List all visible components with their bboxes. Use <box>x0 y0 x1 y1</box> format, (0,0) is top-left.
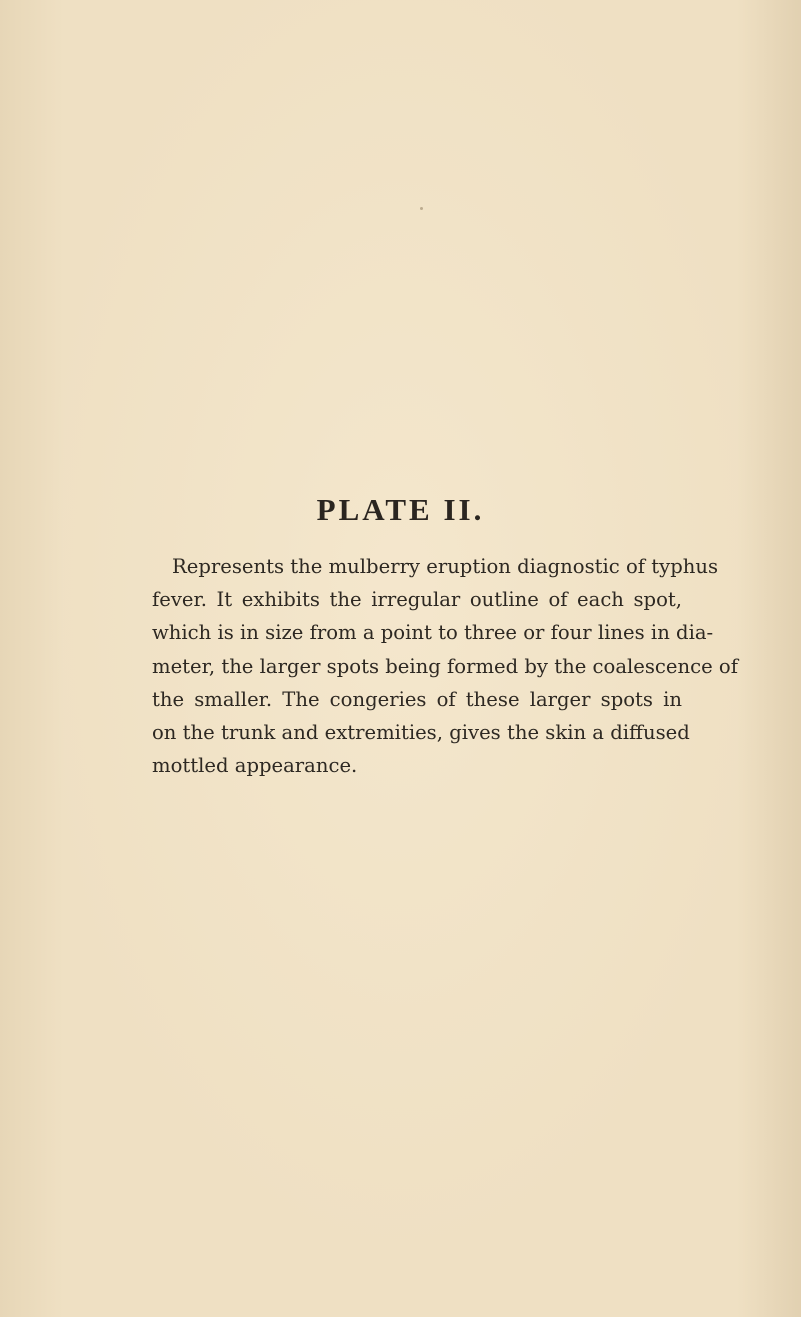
plate-title: PLATE II. <box>316 492 485 527</box>
description-line: on the trunk and extremities, gives the skin a diffused <box>152 721 690 745</box>
description-line: Represents the mulberry eruption diagnostic of typhus <box>172 555 719 578</box>
description-line: the smaller. The congeries of these larger spots in <box>152 687 682 711</box>
paper-speck <box>420 207 423 210</box>
plate-description <box>152 550 738 782</box>
description-line: which is in size from a point to three or four lines in dia- <box>152 621 714 645</box>
description-line: meter, the larger spots being formed by the coalescence of <box>152 654 738 678</box>
description-line: fever. It exhibits the irregular outline of each spot, <box>152 588 682 612</box>
description-line: mottled appearance. <box>152 754 358 778</box>
